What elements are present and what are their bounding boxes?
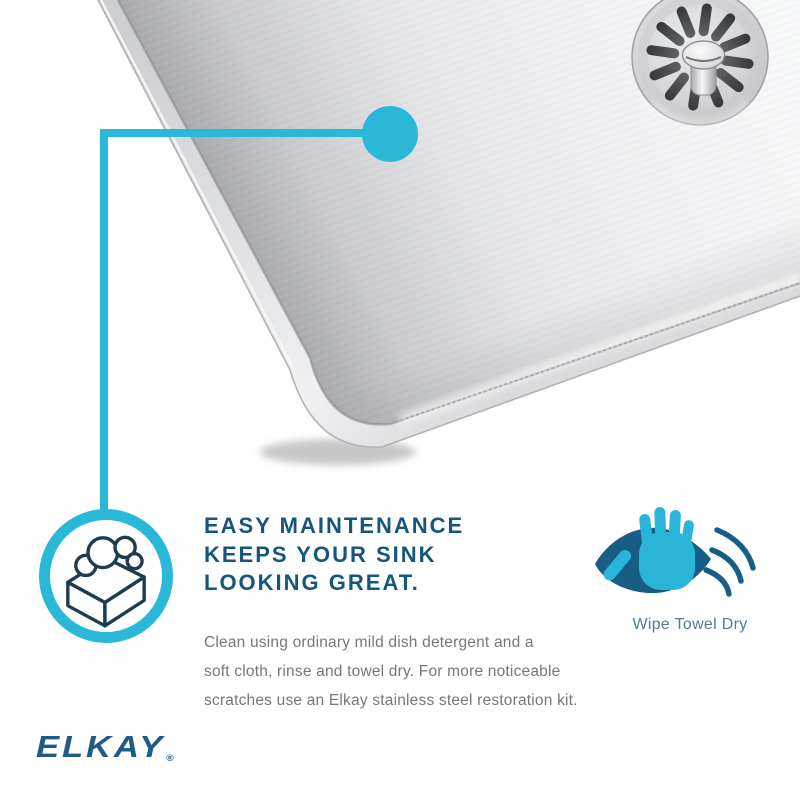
body-line: soft cloth, rinse and towel dry. For more noticeable xyxy=(204,663,561,680)
registered-mark: ® xyxy=(166,753,174,763)
motion-lines xyxy=(706,530,753,594)
sink-drain xyxy=(632,0,768,125)
elkay-logo xyxy=(36,729,173,765)
callout-line-vertical xyxy=(100,129,108,513)
body-line: scratches use an Elkay stainless steel restoration kit. xyxy=(204,692,578,709)
soap-badge xyxy=(39,509,173,643)
body-text xyxy=(204,628,578,715)
soap-bar-icon xyxy=(53,523,159,629)
headline-line: LOOKING GREAT. xyxy=(204,570,420,595)
headline-line: KEEPS YOUR SINK xyxy=(204,541,437,567)
callout-dot-icon xyxy=(362,106,418,162)
logo-text: ELKAY xyxy=(36,729,166,764)
wipe-towel-label: Wipe Towel Dry xyxy=(632,616,748,633)
wipe-towel-icon xyxy=(585,500,763,618)
callout-line-horizontal xyxy=(100,129,392,137)
body-line: Clean using ordinary mild dish detergent and a xyxy=(204,634,534,651)
headline-line: EASY MAINTENANCE xyxy=(204,513,465,538)
headline xyxy=(204,512,464,598)
